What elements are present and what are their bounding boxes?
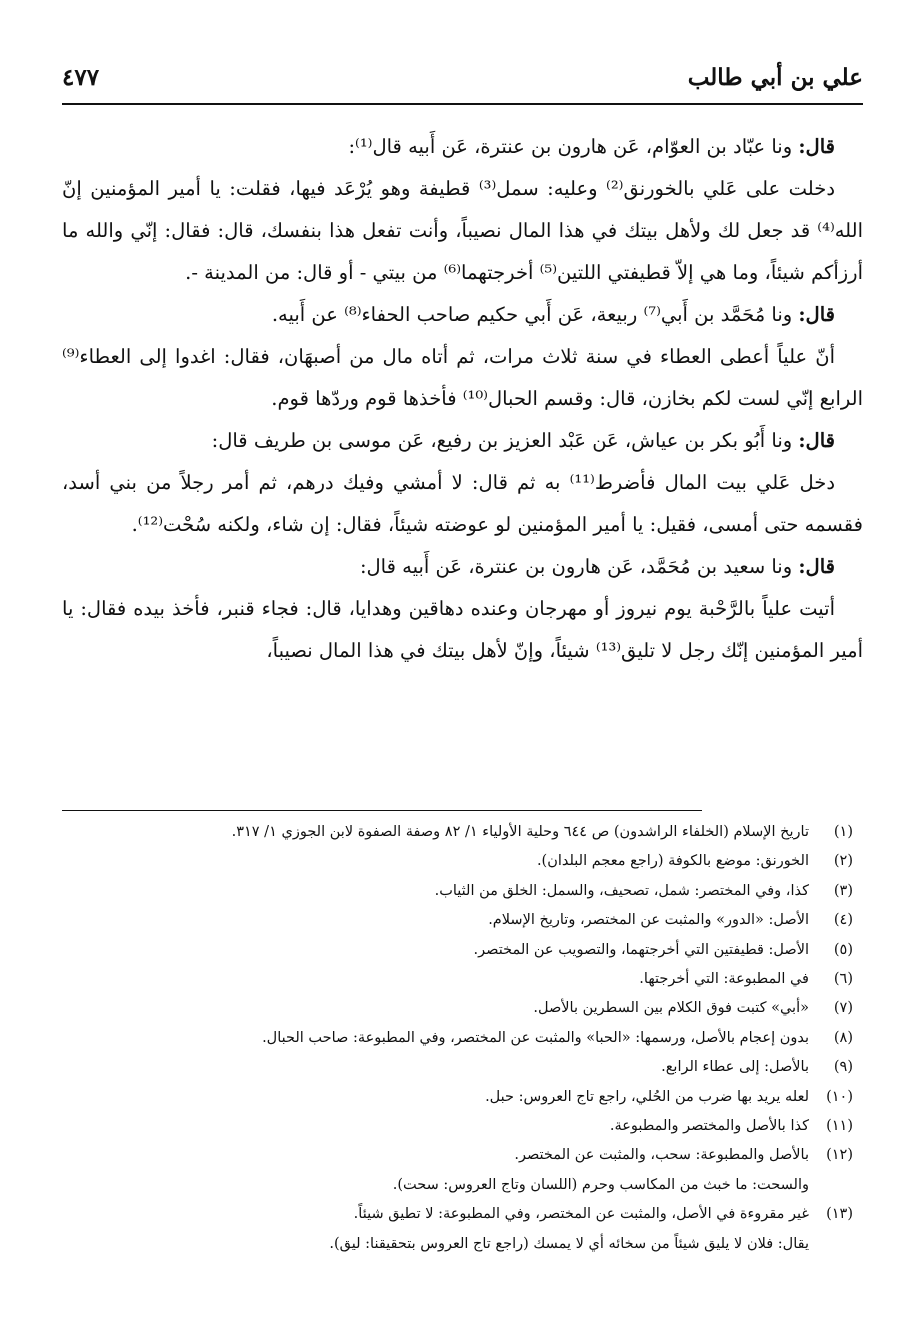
footnote-number: (٦) [833,971,853,988]
footnote-text: يقال: فلان لا يليق شيئاً من سخائه أي لا يمسك (راجع تاج العروس بتحقيقنا: ليق). [329,1235,809,1252]
narration-paragraph-1: دخلت على عَلي بالخورنق⁽²⁾ وعليه: سمل⁽³⁾ قطيفة وهو يُرْعَد فيها، فقلت: يا أمير المؤمنين إنّ الله⁽⁴⁾ قد جعل لك ولأهل بيتك في هذا المال نصيباً، وأنت تفعل هذا بنفسك، قال: فقال: إنّي والله ما أرزأكم شيئاً، وما هي إلاّ قطيفتي اللتين⁽⁵⁾ أخرجتهما⁽⁶⁾ من بيتي - أو قال: من المدينة -. [62,177,863,284]
footnote-item [62,1141,853,1170]
footnote-number: (٤) [833,912,853,929]
page-number: ٤٧٧ [62,64,100,91]
footnote-text: الأصل: «الدور» والمثبت عن المختصر، وتاريخ الإسلام. [488,912,809,929]
footnote-number: (٨) [833,1029,853,1046]
isnad-text: ونا أَبُو بكر بن عياش، عَن عَبْد العزيز بن رفيع، عَن موسى بن طريف قال: [211,429,799,452]
isnad-text: ونا مُحَمَّد بن أَبي⁽⁷⁾ ربيعة، عَن أَبي حكيم صاحب الحفاء⁽⁸⁾ عن أَبيه. [271,303,799,326]
footnote-item [62,1053,853,1082]
footnote-continuation [62,1230,853,1259]
running-title: علي بن أبي طالب [687,64,863,91]
qala-label: قال: [798,429,835,452]
footnotes [62,818,853,1259]
footnote-item [62,1024,853,1053]
footnote-text: بالأصل: إلى عطاء الرابع. [661,1059,809,1076]
footnote-item [62,936,853,965]
footnote-number: (١) [833,824,853,840]
footnote-item [62,1112,853,1141]
footnote-number: (٢) [833,853,853,870]
footnote-number: (١٣) [826,1206,853,1223]
footnote-text: «أبي» كتبت فوق الكلام بين السطرين بالأصل. [533,1000,809,1017]
footnote-item [62,965,853,994]
isnad-paragraph-3 [62,420,863,462]
footnote-continuation [62,1171,853,1200]
footnote-item [62,994,853,1023]
footnote-number: (١١) [826,1118,853,1135]
isnad-paragraph-4 [62,546,863,588]
footnote-text: في المطبوعة: التي أخرجتها. [639,971,809,988]
footnote-text: لعله يريد بها ضرب من الحُلي، راجع تاج العروس: حبل. [485,1088,809,1105]
narration-paragraph-3: دخل عَلي بيت المال فأضرط⁽¹¹⁾ به ثم قال: لا أمشي وفيك درهم، ثم أمر رجلاً من بني أسد، فقسمه حتى أمسى، فقيل: يا أمير المؤمنين لو عوضته شيئاً، فقال: إن شاء، ولكنه سُحْت⁽¹²⁾. [62,471,863,536]
footnote-item [62,877,853,906]
footnote-text: بالأصل والمطبوعة: سحب، والمثبت عن المختصر. [514,1147,809,1164]
isnad-paragraph-2 [62,294,863,336]
header-rule [62,103,863,105]
qala-label: قال: [798,555,835,578]
footnote-text: كذا، وفي المختصر: شمل، تصحيف، والسمل: الخلق من الثياب. [434,882,809,899]
isnad-paragraph-1 [62,126,863,168]
footnote-item [62,1200,853,1229]
footnote-number: (١٢) [826,1147,853,1164]
footnote-number: (٩) [833,1059,853,1076]
isnad-text: ونا عبّاد بن العوّام، عَن هارون بن عنترة، عَن أَبيه قال⁽¹⁾: [348,135,799,158]
footnote-text: والسحت: ما خبث من المكاسب وحرم (اللسان وتاج العروس: سحت). [392,1176,809,1193]
footnote-number: (١٠) [826,1088,853,1105]
footnote-rule [62,810,702,811]
footnote-text: الخورنق: موضع بالكوفة (راجع معجم البلدان). [536,853,809,870]
qala-label: قال: [798,135,835,158]
footnote-text: الأصل: قطيفتين التي أخرجتهما، والتصويب عن المختصر. [473,941,809,958]
running-header [62,64,863,104]
footnote-text: تاريخ الإسلام (الخلفاء الراشدون) ص ٦٤٤ وحلية الأولياء ١/ ٨٢ وصفة الصفوة لابن الجوزي ١/ ٣١٧. [231,824,809,840]
footnote-item [62,818,853,847]
footnote-text: كذا بالأصل والمختصر والمطبوعة. [609,1118,809,1135]
isnad-text: ونا سعيد بن مُحَمَّد، عَن هارون بن عنترة، عَن أَبيه قال: [359,555,799,578]
narration-paragraph-2: أنّ علياً أعطى العطاء في سنة ثلاث مرات، ثم أتاه مال من أصبهَان، فقال: اغدوا إلى العطاء⁽⁹⁾ الرابع إنّي لست لكم بخازن، قال: وقسم الحبال⁽¹⁰⁾ فأخذها قوم وردّها قوم. [62,345,863,410]
footnote-item [62,906,853,935]
footnote-item [62,847,853,876]
footnote-number: (٥) [833,941,853,958]
footnote-text: غير مقروءة في الأصل، والمثبت عن المختصر، وفي المطبوعة: لا تطيق شيئاً. [353,1206,809,1223]
footnote-item [62,1083,853,1112]
main-text [62,126,863,672]
footnote-text: بدون إعجام بالأصل، ورسمها: «الحبا» والمثبت عن المختصر، وفي المطبوعة: صاحب الحبال. [262,1029,809,1046]
footnote-number: (٣) [833,882,853,899]
qala-label: قال: [798,303,835,326]
footnote-number: (٧) [833,1000,853,1017]
narration-paragraph-4: أتيت علياً بالرَّحْبة يوم نيروز أو مهرجان وعنده دهاقين وهدايا، قال: فجاء قنبر، فأخذ بيده فقال: يا أمير المؤمنين إنّك رجل لا تليق⁽¹³⁾ شيئاً، وإنّ لأهل بيتك في هذا المال نصيباً، [62,597,863,662]
